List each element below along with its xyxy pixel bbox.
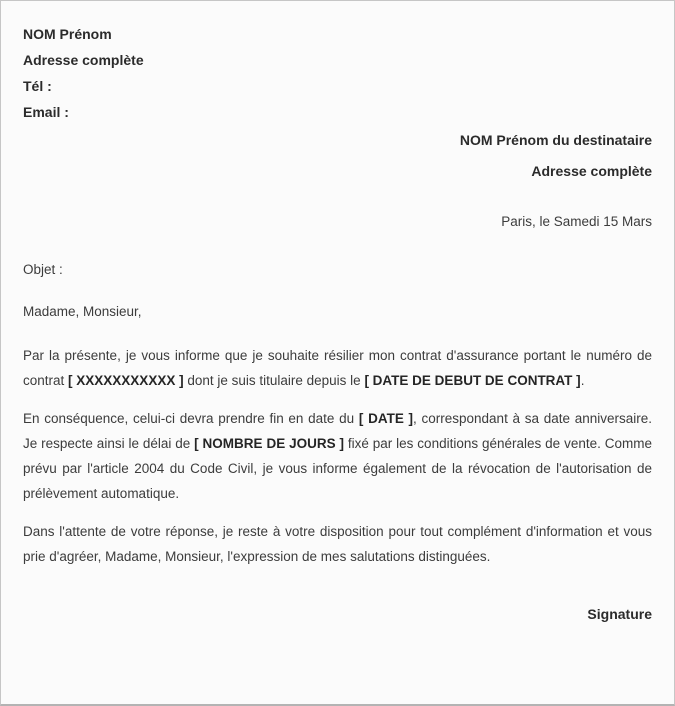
body-text: fixé par les conditions générales de vente. Comme prévu par l'article 2004 du Code Civil, je vous informe également de la révocation de l'autorisation de prélèvement automatique. <box>23 436 652 501</box>
placeholder-field: [ XXXXXXXXXXX ] <box>68 373 184 388</box>
date-line: Paris, le Samedi 15 Mars <box>501 214 652 229</box>
sender-email: Email : <box>23 104 69 120</box>
recipient-block <box>23 125 652 187</box>
placeholder-field: [ DATE ] <box>358 411 414 426</box>
signature-label: Signature <box>587 606 652 622</box>
placeholder-field: [ NOMBRE DE JOURS ] <box>194 436 344 451</box>
body-paragraph-2 <box>23 406 652 506</box>
body-paragraph-3 <box>23 519 652 569</box>
sender-block <box>23 21 652 125</box>
body-text: En conséquence, celui-ci devra prendre fin en date du <box>23 411 359 426</box>
body-text: Par la présente, je vous informe que je souhaite résilier mon contrat d'assurance portant le numéro de contrat <box>23 348 652 388</box>
sender-phone: Tél : <box>23 78 52 94</box>
sender-name: NOM Prénom <box>23 26 112 42</box>
body-text: Dans l'attente de votre réponse, je reste à votre disposition pour tout complément d'information et vous prie d'agréer, Madame, Monsieur, l'expression de mes salutations distinguées. <box>23 524 652 564</box>
body-paragraph-1 <box>23 343 652 393</box>
recipient-address: Adresse complète <box>531 163 652 179</box>
subject-line: Objet : <box>23 262 63 277</box>
body-text: , correspondant à sa date anniversaire. Je respecte ainsi le délai de <box>23 411 652 451</box>
placeholder-field: [ DATE DE DEBUT DE CONTRAT ] <box>364 373 581 388</box>
body-text: dont je suis titulaire depuis le <box>183 373 365 388</box>
recipient-name: NOM Prénom du destinataire <box>459 132 652 148</box>
body-text: . <box>580 373 585 388</box>
salutation: Madame, Monsieur, <box>23 304 142 319</box>
sender-address: Adresse complète <box>23 52 144 68</box>
